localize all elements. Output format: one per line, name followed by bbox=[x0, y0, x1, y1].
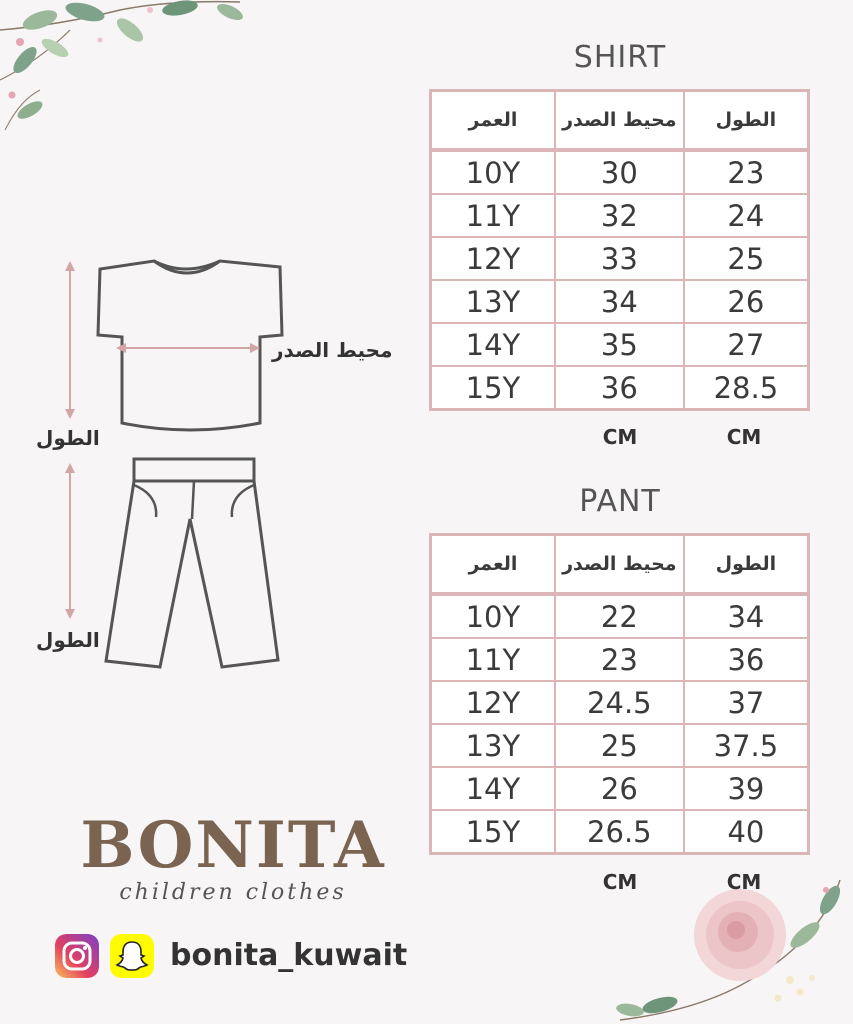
table-row bbox=[431, 638, 809, 681]
cell-length: 39 bbox=[684, 767, 809, 810]
cell-length: 26 bbox=[684, 280, 809, 323]
cell-length: 28.5 bbox=[684, 366, 809, 410]
cell-length: 27 bbox=[684, 323, 809, 366]
cell-chest: 26.5 bbox=[555, 810, 684, 854]
cell-length: 25 bbox=[684, 237, 809, 280]
cell-chest: 25 bbox=[555, 724, 684, 767]
pant-outline bbox=[106, 459, 278, 667]
header-length: الطول bbox=[684, 91, 809, 151]
cell-length: 24 bbox=[684, 194, 809, 237]
cell-chest: 33 bbox=[555, 237, 684, 280]
cell-chest: 34 bbox=[555, 280, 684, 323]
cell-age: 14Y bbox=[431, 323, 555, 366]
header-chest: محيط الصدر bbox=[555, 91, 684, 151]
cell-age: 15Y bbox=[431, 366, 555, 410]
cell-age: 10Y bbox=[431, 150, 555, 194]
shirt-chest-unit: CM bbox=[602, 425, 638, 449]
snapchat-icon[interactable] bbox=[110, 934, 154, 978]
table-row bbox=[431, 366, 809, 410]
table-header-row bbox=[431, 535, 809, 595]
cell-chest: 35 bbox=[555, 323, 684, 366]
cell-chest: 23 bbox=[555, 638, 684, 681]
shirt-length-label: الطول bbox=[36, 426, 100, 450]
cell-chest: 30 bbox=[555, 150, 684, 194]
cell-age: 11Y bbox=[431, 194, 555, 237]
header-age: العمر bbox=[431, 535, 555, 595]
cell-length: 37 bbox=[684, 681, 809, 724]
shirt-chest-label: محيط الصدر bbox=[272, 338, 393, 362]
instagram-icon[interactable] bbox=[55, 934, 99, 978]
social-handle[interactable]: bonita_kuwait bbox=[170, 938, 408, 973]
cell-length: 40 bbox=[684, 810, 809, 854]
cell-age: 11Y bbox=[431, 638, 555, 681]
cell-chest: 24.5 bbox=[555, 681, 684, 724]
table-row bbox=[431, 150, 809, 194]
table-row bbox=[431, 810, 809, 854]
cell-length: 23 bbox=[684, 150, 809, 194]
header-age: العمر bbox=[431, 91, 555, 151]
cell-age: 13Y bbox=[431, 724, 555, 767]
cell-age: 14Y bbox=[431, 767, 555, 810]
table-row bbox=[431, 323, 809, 366]
shirt-table-title: SHIRT bbox=[573, 40, 667, 75]
cell-age: 15Y bbox=[431, 810, 555, 854]
brand-logo: BONITA bbox=[80, 808, 386, 883]
brand-tagline: children clothes bbox=[119, 880, 347, 905]
pant-length-unit: CM bbox=[726, 870, 762, 894]
table-row bbox=[431, 280, 809, 323]
pant-length-label: الطول bbox=[36, 628, 100, 652]
cell-chest: 36 bbox=[555, 366, 684, 410]
shirt-length-unit: CM bbox=[726, 425, 762, 449]
table-row bbox=[431, 767, 809, 810]
pant-table-title: PANT bbox=[579, 484, 661, 519]
table-header-row bbox=[431, 91, 809, 151]
cell-chest: 22 bbox=[555, 594, 684, 638]
cell-age: 12Y bbox=[431, 237, 555, 280]
cell-chest: 32 bbox=[555, 194, 684, 237]
table-row bbox=[431, 594, 809, 638]
cell-length: 36 bbox=[684, 638, 809, 681]
pant-size-table bbox=[429, 533, 810, 855]
cell-age: 13Y bbox=[431, 280, 555, 323]
cell-age: 12Y bbox=[431, 681, 555, 724]
table-row bbox=[431, 724, 809, 767]
floral-decoration-top-left bbox=[0, 0, 300, 150]
header-length: الطول bbox=[684, 535, 809, 595]
header-chest: محيط الصدر bbox=[555, 535, 684, 595]
cell-age: 10Y bbox=[431, 594, 555, 638]
cell-length: 34 bbox=[684, 594, 809, 638]
shirt-size-table bbox=[429, 89, 810, 411]
table-row bbox=[431, 194, 809, 237]
cell-chest: 26 bbox=[555, 767, 684, 810]
pant-chest-unit: CM bbox=[602, 870, 638, 894]
cell-length: 37.5 bbox=[684, 724, 809, 767]
table-row bbox=[431, 681, 809, 724]
table-row bbox=[431, 237, 809, 280]
